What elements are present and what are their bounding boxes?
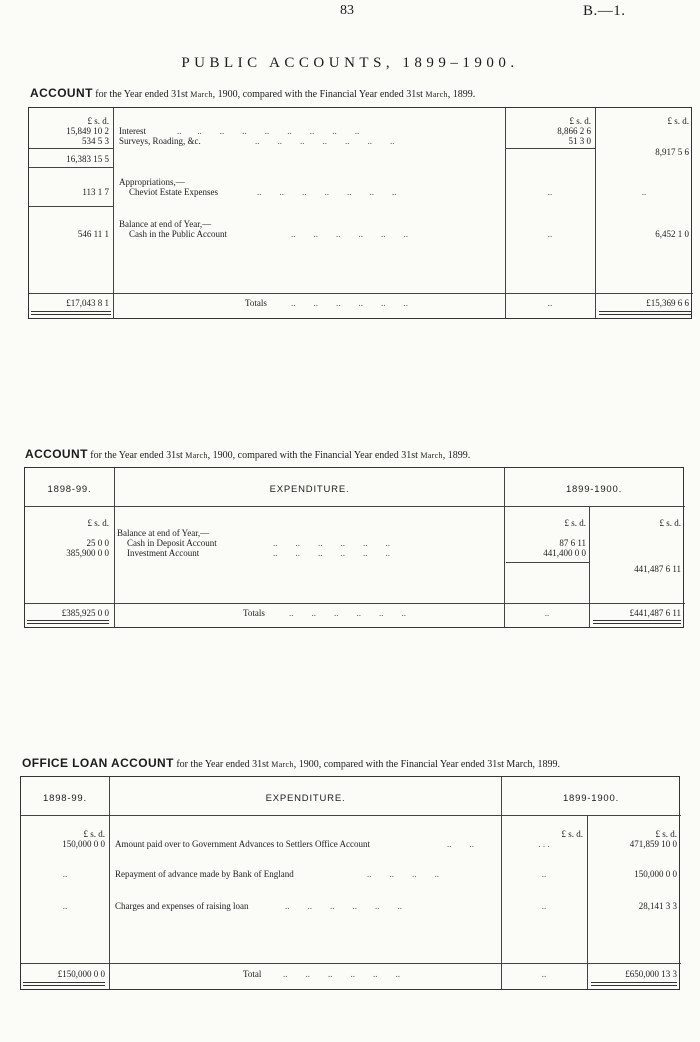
account2-row-old: 385,900 0 0	[66, 548, 109, 558]
col-expenditure: EXPENDITURE.	[265, 793, 346, 804]
cheviot-old: 113 1 7	[82, 187, 109, 197]
account3-heading-bold: OFFICE LOAN ACCOUNT	[22, 756, 174, 770]
account2-row-new: 441,400 0 0	[543, 548, 586, 558]
account3-heading: OFFICE LOAN ACCOUNT for the Year ended 31st March, 1900, compared with the Financial Year ended 31st March, 1899.	[22, 756, 561, 770]
account2-total-new: £441,487 6 11	[629, 608, 681, 618]
balance-label: Balance at end of Year,—	[119, 219, 212, 229]
lsd-header: £ s. d.	[655, 829, 677, 839]
account2-row-label: Cash in Deposit Account	[127, 538, 217, 548]
account1-row-old: 15,849 10 2	[66, 126, 109, 136]
account1-heading: ACCOUNT for the Year ended 31st March, 1900, compared with the Financial Year ended 31st March, 1899.	[30, 86, 476, 100]
leader-dots: .. .. .. .. .. ..	[273, 538, 390, 548]
account1-row-old: 534 5 3	[82, 136, 109, 146]
col-1898-99: 1898-99.	[43, 793, 87, 804]
leader-dots: .. .. .. .. .. ..	[283, 969, 400, 979]
lsd-header: £ s. d.	[667, 116, 689, 126]
leader-dots: .. .. .. .. .. ..	[273, 548, 390, 558]
lsd-header: £ s. d.	[83, 829, 105, 839]
col-1898-99: 1898-99.	[47, 484, 92, 495]
lsd-header: £ s. d.	[87, 116, 109, 126]
cash-label: Cash in the Public Account	[129, 229, 227, 239]
account1-table: £ s. d. £ s. d. £ s. d. 15,849 10 2 Interest .. .. .. .. .. .. .. .. .. 8,866 2 6 534 5 3 Surveys, Roading, &c. .. .. .. .. .. .. .. 51 3 0 16,383 15 5 8,917 5 6 Appropriations,— Cheviot Estate Expenses .. .. .. .. .. .. .. 113 1 7 .. .. Balance at end of Year,— Cash in the Public Account .. .. .. .. .. .. 546 11 1 .. 6,452 1 0 £17,043 8 1 Totals .. .. .. .. .. .. .. £15,369 6 6	[28, 107, 692, 319]
account2-row-old: 25 0 0	[86, 538, 109, 548]
account2-table: 1898-99. EXPENDITURE. 1899-1900. £ s. d. £ s. d. £ s. d. Balance at end of Year,— 25 0 0 Cash in Deposit Account .. .. .. .. .. .. 87 6 11 385,900 0 0 Investment Account .. .. .. .. .. .. 441,400 0 0 441,487 6 11 £385,925 0 0 Totals .. .. .. .. .. .. .. £441,487 6 11	[24, 467, 684, 628]
account1-total-old: £17,043 8 1	[66, 298, 109, 308]
col-expenditure: EXPENDITURE.	[269, 484, 350, 495]
account2-subtotal-new: 441,487 6 11	[634, 564, 681, 574]
account3-row-label: Repayment of advance made by Bank of England	[115, 869, 294, 879]
account1-heading-bold: ACCOUNT	[30, 86, 93, 100]
cash-old: 546 11 1	[77, 229, 109, 239]
account1-row-1899: 8,866 2 6	[557, 126, 591, 136]
account3-row-new: 150,000 0 0	[634, 869, 677, 879]
total-label: Total	[243, 969, 262, 979]
leader-dots: .. .. .. .. .. ..	[289, 608, 406, 618]
leader-dots: .. .. .. .. .. .. .. .. ..	[177, 126, 360, 136]
lsd-header: £ s. d.	[87, 518, 109, 528]
account1-row-label: Interest	[119, 126, 146, 136]
leader-dots: .. ..	[447, 839, 474, 849]
account3-row-new: 471,859 10 0	[629, 839, 677, 849]
page-number: 83	[340, 3, 354, 18]
leader-dots: .. .. .. ..	[367, 869, 439, 879]
leader-dots: .. .. .. .. .. ..	[285, 901, 402, 911]
account2-row-label: Investment Account	[127, 548, 200, 558]
cheviot-label: Cheviot Estate Expenses	[129, 187, 218, 197]
col-1899-1900: 1899-1900.	[565, 484, 623, 495]
account1-row-label: Surveys, Roading, &c.	[119, 136, 201, 146]
balance-label: Balance at end of Year,—	[117, 528, 210, 538]
account3-table: 1898-99. EXPENDITURE. 1899-1900. £ s. d. £ s. d. £ s. d. 150,000 0 0 Amount paid over to Government Advances to Settlers Office Account .. .. . . . 471,859 10 0 .. Repayment of advance made by Bank of England .. .. .. .. .. 150,000 0 0 .. Charges and expenses of raising loan .. .. .. .. .. .. .. 28,141 3 3 £150,000 0 0 Total .. .. .. .. .. .. .. £650,000 13 3	[20, 776, 680, 990]
account3-row-label: Charges and expenses of raising loan	[115, 901, 249, 911]
lsd-header: £ s. d.	[659, 518, 681, 528]
leader-dots: .. .. .. .. .. .. ..	[257, 187, 397, 197]
lsd-header: £ s. d.	[569, 116, 591, 126]
lsd-header: £ s. d.	[564, 518, 586, 528]
account1-subtotal-new: 8,917 5 6	[655, 147, 689, 157]
totals-label: Totals	[243, 608, 265, 618]
account3-total-old: £150,000 0 0	[57, 969, 105, 979]
leader-dots: .. .. .. .. .. .. ..	[255, 136, 395, 146]
cash-new: 6,452 1 0	[655, 229, 689, 239]
document-reference: B.—1.	[583, 3, 626, 19]
leader-dots: .. .. .. .. .. ..	[291, 229, 408, 239]
account2-heading: ACCOUNT for the Year ended 31st March, 1900, compared with the Financial Year ended 31st March, 1899.	[25, 447, 471, 461]
account1-subtotal-old: 16,383 15 5	[66, 154, 109, 164]
col-1899-1900: 1899-1900.	[562, 793, 620, 804]
leader-dots: .. .. .. .. .. ..	[291, 298, 408, 308]
account1-total-new: £15,369 6 6	[646, 298, 689, 308]
account3-row-old: 150,000 0 0	[62, 839, 105, 849]
lsd-header: £ s. d.	[561, 829, 583, 839]
appropriations-label: Appropriations,—	[119, 177, 185, 187]
account2-total-old: £385,925 0 0	[61, 608, 109, 618]
totals-label: Totals	[245, 298, 267, 308]
account2-row-new: 87 6 11	[559, 538, 586, 548]
account1-row-1899: 51 3 0	[568, 136, 591, 146]
account3-total-new: £650,000 13 3	[625, 969, 677, 979]
account3-row-label: Amount paid over to Government Advances to Settlers Office Account	[115, 839, 371, 849]
account2-heading-bold: ACCOUNT	[25, 447, 88, 461]
page-title: PUBLIC ACCOUNTS, 1899–1900.	[181, 55, 519, 71]
account3-row-new: 28,141 3 3	[638, 901, 677, 911]
